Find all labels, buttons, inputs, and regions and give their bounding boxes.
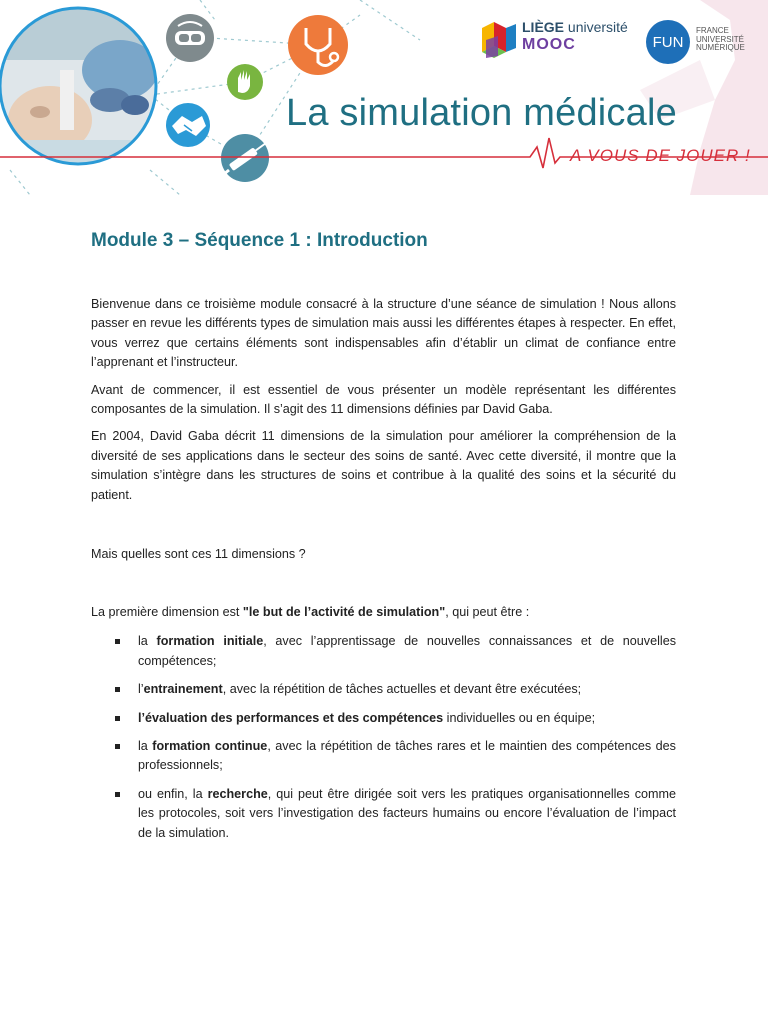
question-text: Mais quelles sont ces 11 dimensions ? xyxy=(91,547,306,561)
list-item xyxy=(91,737,676,776)
bullet-bold: entrainement xyxy=(143,682,223,697)
bullet-bold: l’évaluation des performances et des compétences xyxy=(138,710,444,725)
bullet-bold: recherche xyxy=(207,786,268,801)
bullet-marker xyxy=(115,639,120,644)
bullet-marker xyxy=(115,687,120,692)
first-dimension-after: , qui peut être : xyxy=(445,605,530,619)
bullet-post: , avec l’apprentissage de nouvelles connaissances et de nouvelles compétences; xyxy=(138,634,676,668)
fun-logo-badge: FUN xyxy=(646,20,690,64)
bullet-post: , avec la répétition de tâches actuelles et devant être exécutées; xyxy=(222,682,582,697)
list-item xyxy=(91,709,676,728)
page-heading: Module 3 – Séquence 1 : Introduction xyxy=(91,230,428,251)
bullet-pre: la xyxy=(138,634,157,649)
list-item xyxy=(91,785,676,843)
handshake-icon xyxy=(166,103,210,147)
bullet-marker xyxy=(115,744,120,749)
paragraph-welcome: Bienvenue dans ce troisième module consacré à la structure d’une séance de simulation ! Nous allons passer en revue les différents types de simulation mais aussi les différentes étapes à respecter. En effet, vous verrez que certains éléments sont indispensables afin d’établir un climat de confiance entre l’apprenant et l’instructeur. xyxy=(91,297,676,370)
liege-brand-text xyxy=(522,19,628,35)
bullet-marker xyxy=(115,792,120,797)
first-dimension-text xyxy=(91,603,676,622)
stethoscope-icon xyxy=(288,15,348,75)
dimension-section xyxy=(91,603,676,852)
intro-section xyxy=(91,295,676,505)
list-item xyxy=(91,680,676,699)
fun-logo-text: FRANCE UNIVERSITÉ NUMÉRIQUE xyxy=(696,26,745,52)
first-dimension-bold: "le but de l’activité de simulation" xyxy=(242,605,446,619)
bullet-marker xyxy=(115,716,120,721)
liege-word: université xyxy=(567,19,628,35)
bullet-pre: l’ xyxy=(138,682,144,697)
list-item xyxy=(91,632,676,671)
hand-icon xyxy=(227,64,263,100)
liege-mooc-label: MOOC xyxy=(522,36,576,53)
banner-tagline: A VOUS DE JOUER ! xyxy=(570,146,751,165)
question-section xyxy=(91,545,676,564)
bullet-post: , avec la répétition de tâches rares et le maintien des compétences des professionnels; xyxy=(138,739,676,773)
goggles-icon xyxy=(166,14,214,62)
bullet-pre: ou enfin, la xyxy=(138,786,208,801)
bullet-bold: formation initiale xyxy=(156,634,264,649)
header-banner xyxy=(0,0,768,195)
liege-logo-icon xyxy=(482,22,516,58)
paragraph-model: Avant de commencer, il est essentiel de vous présenter un modèle représentant les différentes composantes de la simulation. Il s’agit des 11 dimensions définies par David Gaba. xyxy=(91,382,676,417)
bullet-bold: formation continue xyxy=(152,739,268,754)
paragraph-gaba: En 2004, David Gaba décrit 11 dimensions de la simulation pour améliorer la compréhension de la diversité de ses applications dans le secteur des soins de santé. Avec cette diversité, il montre que la simulation s’intègre dans les structures de soins et contribue à la qualité des soins et la sécurité du patient. xyxy=(91,429,676,502)
bullet-post: individuelles ou en équipe; xyxy=(443,710,596,725)
first-dimension-before: La première dimension est xyxy=(91,605,243,619)
syringe-icon xyxy=(221,134,269,182)
bullet-post: , qui peut être dirigée soit vers les pratiques organisationnelles comme les protocoles, soit vers l’investigation des facteurs humains ou encore l’évaluation de l’impact de la simulation. xyxy=(138,786,676,840)
banner-title: La simulation médicale xyxy=(286,92,677,134)
medical-photo xyxy=(0,0,160,170)
bullet-pre: la xyxy=(138,739,153,754)
dimension-list xyxy=(91,632,676,843)
liege-brand: LIÈGE xyxy=(522,19,565,35)
